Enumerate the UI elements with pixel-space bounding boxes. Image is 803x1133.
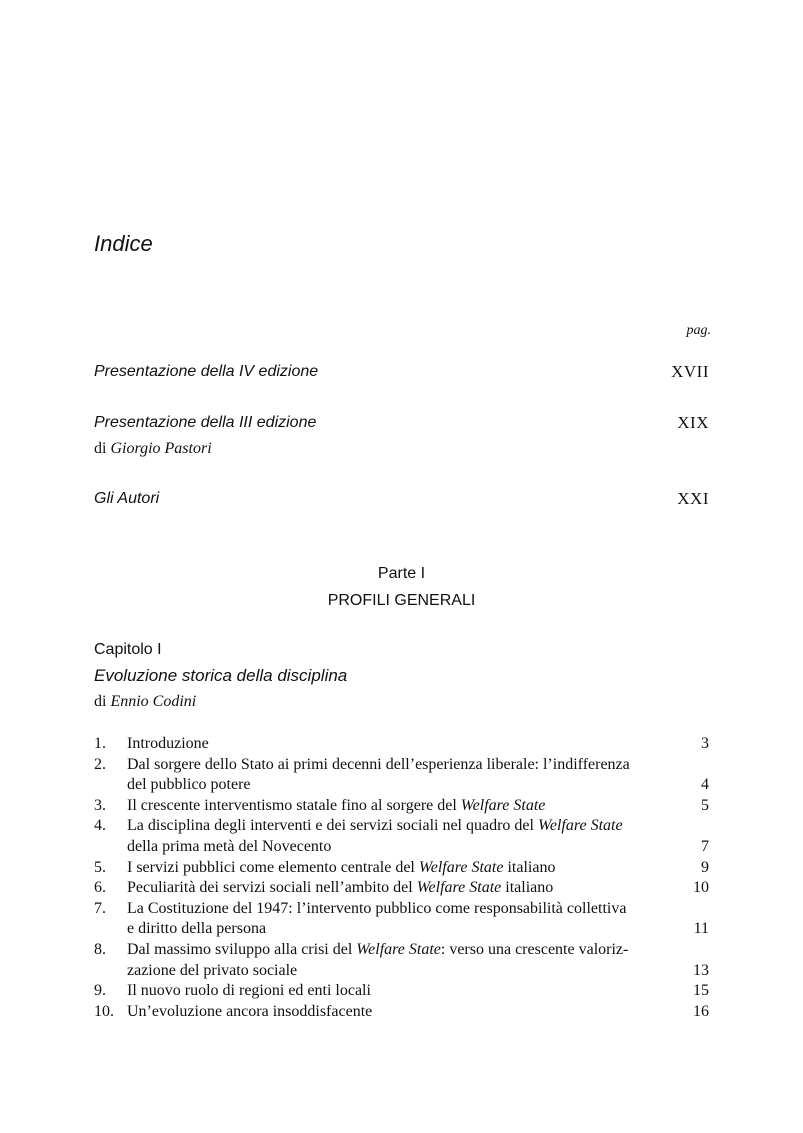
front-matter-page: XIX xyxy=(677,413,709,432)
front-matter-author: di Giorgio Pastori xyxy=(94,440,212,457)
toc-entry: 10. Un’evoluzione ancora insoddisfacente 16 xyxy=(94,1002,709,1020)
toc-entry: 7. La Costituzione del 1947: l’intervento pubblico come responsabilità collettiva e diritto della persona 11 xyxy=(94,899,709,938)
chapter-label: Capitolo I xyxy=(94,641,162,658)
toc-entry: 2. Dal sorgere dello Stato ai primi decenni dell’esperienza liberale: l’indifferenza del pubblico potere 4 xyxy=(94,755,709,794)
front-matter-title: Presentazione della IV edizione xyxy=(94,363,319,380)
toc-entry: 8. Dal massimo sviluppo alla crisi del Welfare State: verso una crescente valoriz- zazione del privato sociale 13 xyxy=(94,940,709,979)
toc-section-list xyxy=(94,734,709,1022)
toc-entry: 6. Peculiarità dei servizi sociali nell’ambito del Welfare State italiano 10 xyxy=(94,879,709,897)
front-matter-title: Presentazione della III edizione xyxy=(94,414,317,431)
toc-entry: 9. Il nuovo ruolo di regioni ed enti locali 15 xyxy=(94,982,709,1000)
front-matter-title: Gli Autori xyxy=(94,490,160,507)
page-title: Indice xyxy=(94,231,153,256)
chapter-author: di Ennio Codini xyxy=(94,693,197,710)
part-title: PROFILI GENERALI xyxy=(327,592,476,609)
toc-entry: 3. Il crescente interventismo statale fino al sorgere del Welfare State 5 xyxy=(94,796,709,814)
part-label: Parte I xyxy=(377,565,426,582)
page-column-label: pag. xyxy=(686,323,711,338)
front-matter-page: XVII xyxy=(671,362,709,381)
toc-entry: 5. I servizi pubblici come elemento centrale del Welfare State italiano 9 xyxy=(94,858,709,876)
chapter-title: Evoluzione storica della disciplina xyxy=(94,666,348,685)
front-matter-page: XXI xyxy=(677,489,709,508)
toc-entry: 1. Introduzione 3 xyxy=(94,735,709,752)
toc-entry: 4. La disciplina degli interventi e dei servizi sociali nel quadro del Welfare State della prima metà del Novecento 7 xyxy=(94,817,709,855)
